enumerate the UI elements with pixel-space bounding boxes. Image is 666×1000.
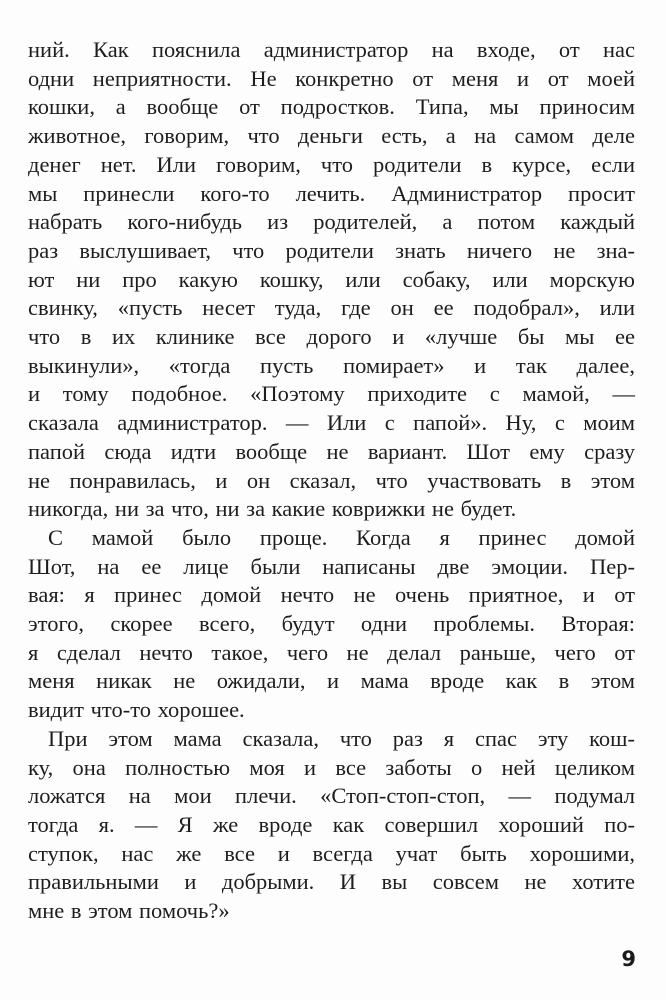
text-line: мне в этом помочь?» [28,898,230,924]
text-line: мы принесли кого-то лечить. Администратор просит [28,180,635,206]
text-line: папой сюда идти вообще не вариант. Шот ему сразу [28,438,635,464]
text-line: свинку, «пусть несет туда, где он ее подобрал», или [28,295,635,321]
text-line: и тому подобное. «Поэтому приходите с мамой, — [28,381,635,407]
text-line: что в их клинике все дорого и «лучше бы мы ее [28,324,635,350]
text-line: ку, она полностью моя и все заботы о ней целиком [28,754,635,780]
text-line: не понравилась, и он сказал, что участвовать в этом [28,467,635,493]
text-line: выкинули», «тогда пусть помирает» и так далее, [28,352,635,378]
text-line: животное, говорим, что деньги есть, а на самом деле [28,123,635,149]
text-line: сказала администратор. — Или с папой». Ну, с моим [28,410,635,436]
page-body-text [28,36,635,926]
text-line: ют ни про какую кошку, или собаку, или морскую [28,266,635,292]
text-line: видит что-то хорошее. [28,697,245,723]
text-line: ступок, нас же все и всегда учат быть хорошими, [28,840,635,866]
text-line: я сделал нечто такое, чего не делал раньше, чего от [28,639,635,665]
text-line: никогда, ни за что, ни за какие коврижки не будет. [28,496,517,522]
paragraph-3 [28,725,635,926]
page-number: 9 [621,947,636,971]
text-line: Шот, на ее лице были написаны две эмоции. Пер- [28,553,635,579]
text-line: тогда я. — Я же вроде как совершил хороший по- [28,811,635,837]
text-line: ний. Как пояснила администратор на входе, от нас [28,37,635,62]
text-line: меня никак не ожидали, и мама вроде как в этом [28,668,635,694]
paragraph-2 [28,524,635,725]
text-line: одни неприятности. Не конкретно от меня и от моей [28,65,635,91]
text-line: ложатся на мои плечи. «Стоп-стоп-стоп, — подумал [28,783,635,809]
paragraph-1 [28,36,635,524]
text-line: раз выслушивает, что родители знать ничего не зна- [28,237,635,263]
text-line: правильными и добрыми. И вы совсем не хотите [28,869,635,895]
text-line: С мамой было проще. Когда я принес домой [48,524,635,550]
text-line: набрать кого-нибудь из родителей, а потом каждый [28,209,635,235]
text-line: этого, скорее всего, будут одни проблемы. Вторая: [28,611,635,637]
text-line: денег нет. Или говорим, что родители в курсе, если [28,151,635,177]
text-line: вая: я принес домой нечто не очень приятное, и от [28,582,635,608]
text-line: кошки, а вообще от подростков. Типа, мы приносим [28,94,635,120]
text-line: При этом мама сказала, что раз я спас эту кош- [48,725,635,751]
